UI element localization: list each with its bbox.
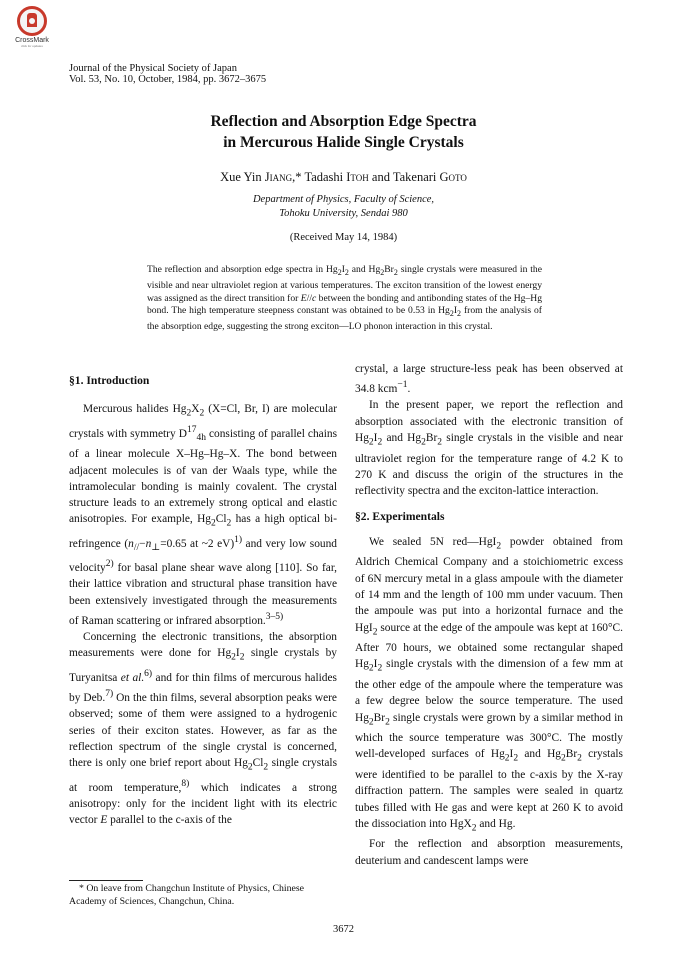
article-title: Reflection and Absorption Edge Spectra in Mercurous Halide Single Crystals <box>210 113 477 151</box>
paragraph: In the present paper, we report the reflection and absorption associated with the electronic transition of $Hg_2I_2$ and $Hg_2Br_2$ single crystals in the visible and near ultraviolet region for the temperature range of 4.2 K to 270 K and discuss the origin of the structures in the reflectivity spectra and the exciton-lattice interaction. <box>355 399 623 498</box>
crossmark-badge[interactable] <box>8 6 56 48</box>
paragraph: For the reflection and absorption measurements, deuterium and candescent lamps were <box>355 838 623 867</box>
paragraph: Mercurous halides $Hg_2X_2$ (X=Cl, Br, I) are molecular crystals with symmetry $D^{17}_{4h}$ consisting of parallel chains of a linear molecule X–Hg–Hg–X. The bond between adjacent molecules is of van der Waals type, while the intramolecular bonding is mainly covalent. The crystal structure leads to an extremely strong optical and elastic anisotropies. For example, $Hg_2Cl_2$ has a high optical bi-refringence ($n_{//}-n_\perp=0.65$ at ~2 eV)$^{1)}$ and very low sound velocity$^{2)}$ for basal plane shear wave along [110]. So far, their lattice vibration and structural phase transition have been extensively investigated through the measurements of Raman scattering or infrared absorption.$^{3-5)}$ <box>69 403 338 627</box>
crossmark-label: CrossMark <box>15 37 49 44</box>
crossmark-icon <box>17 6 47 36</box>
right-column <box>355 361 623 869</box>
affiliation: Department of Physics, Faculty of Science, Tohoku University, Sendai 980 <box>252 194 435 219</box>
abstract: The reflection and absorption edge spectra in $Hg_2I_2$ and $Hg_2Br_2$ single crystals were measured in the visible and near ultraviolet region at various temperatures. The exciton transition of the lowest energy was assigned as the direct transition for E//c between the bonding and antibonding states of the Hg–Hg bond. The high temperature steepness constant was obtained to be 0.53 in $Hg_2I_2$ from the analysis of the absorption edge, suggesting the strong exciton—LO phonon interaction in this crystal. <box>147 264 542 332</box>
journal-name: Journal of the Physical Society of Japan <box>69 63 237 74</box>
journal-citation <box>69 63 266 85</box>
journal-volume: Vol. 53, No. 10, October, 1984, pp. 3672–3675 <box>69 74 267 85</box>
section-heading: §1. Introduction <box>69 374 150 387</box>
crossmark-sublabel: click for updates <box>21 44 43 48</box>
footnote-rule <box>69 880 143 881</box>
paragraph: We sealed 5N red—HgI$_2$ powder obtained from Aldrich Chemical Company and a stoichiometric excess of 6N mercury metal in a glass ampoule with the diameter of 14 mm and the length of 100 mm under vacuum. Then the ampoule was put into a horizontal furnace and the HgI$_2$ source at the edge of the ampoule was kept at 160°C. After 70 hours, we obtained some rectangular shaped $Hg_2I_2$ single crystals with the dimension of a few mm at the other edge of the ampoule where the temperature was a few degree below the source temperature. The used $Hg_2Br_2$ single crystals were grown by a similar method in which the source temperature was 300°C. The mostly well-developed surfaces of $Hg_2I_2$ and $Hg_2Br_2$ crystals were identified to be parallel to the c-axis by the X-ray diffraction pattern. The samples were sealed in quartz tubes filled with He gas and were kept at 260 K to avoid the dissociation into HgX$_2$ and Hg. <box>355 535 623 834</box>
paragraph: crystal, a large structure-less peak has been observed at 34.8 kcm$^{-1}$. <box>355 363 623 396</box>
section-heading: §2. Experimentals <box>355 510 445 524</box>
page-number: 3672 <box>333 924 354 935</box>
author-list: Xue Yin Jiang,* Tadashi Itoh and Takenari Goto <box>220 170 467 184</box>
footnote: * On leave from Changchun Institute of Physics, Chinese Academy of Sciences, Changchun, China. <box>69 883 305 907</box>
paragraph: Concerning the electronic transitions, the absorption measurements were done for $Hg_2I_2$ single crystals by Turyanitsa et al.$^{6)}$ and for thin films of mercurous halides by Deb.$^{7)}$ On the thin films, several absorption peaks were observed; some of them were assigned to a hydrogenic series of their exciton states. However, as far as the reflection spectrum of the single crystal is concerned, there is only one brief report about $Hg_2Cl_2$ single crystals at room temperature,$^{8)}$ which indicates a strong anisotropy: only for the incident light with its electric vector E parallel to the c-axis of the <box>69 631 338 827</box>
received-date: (Received May 14, 1984) <box>289 232 398 243</box>
left-column <box>69 373 337 828</box>
